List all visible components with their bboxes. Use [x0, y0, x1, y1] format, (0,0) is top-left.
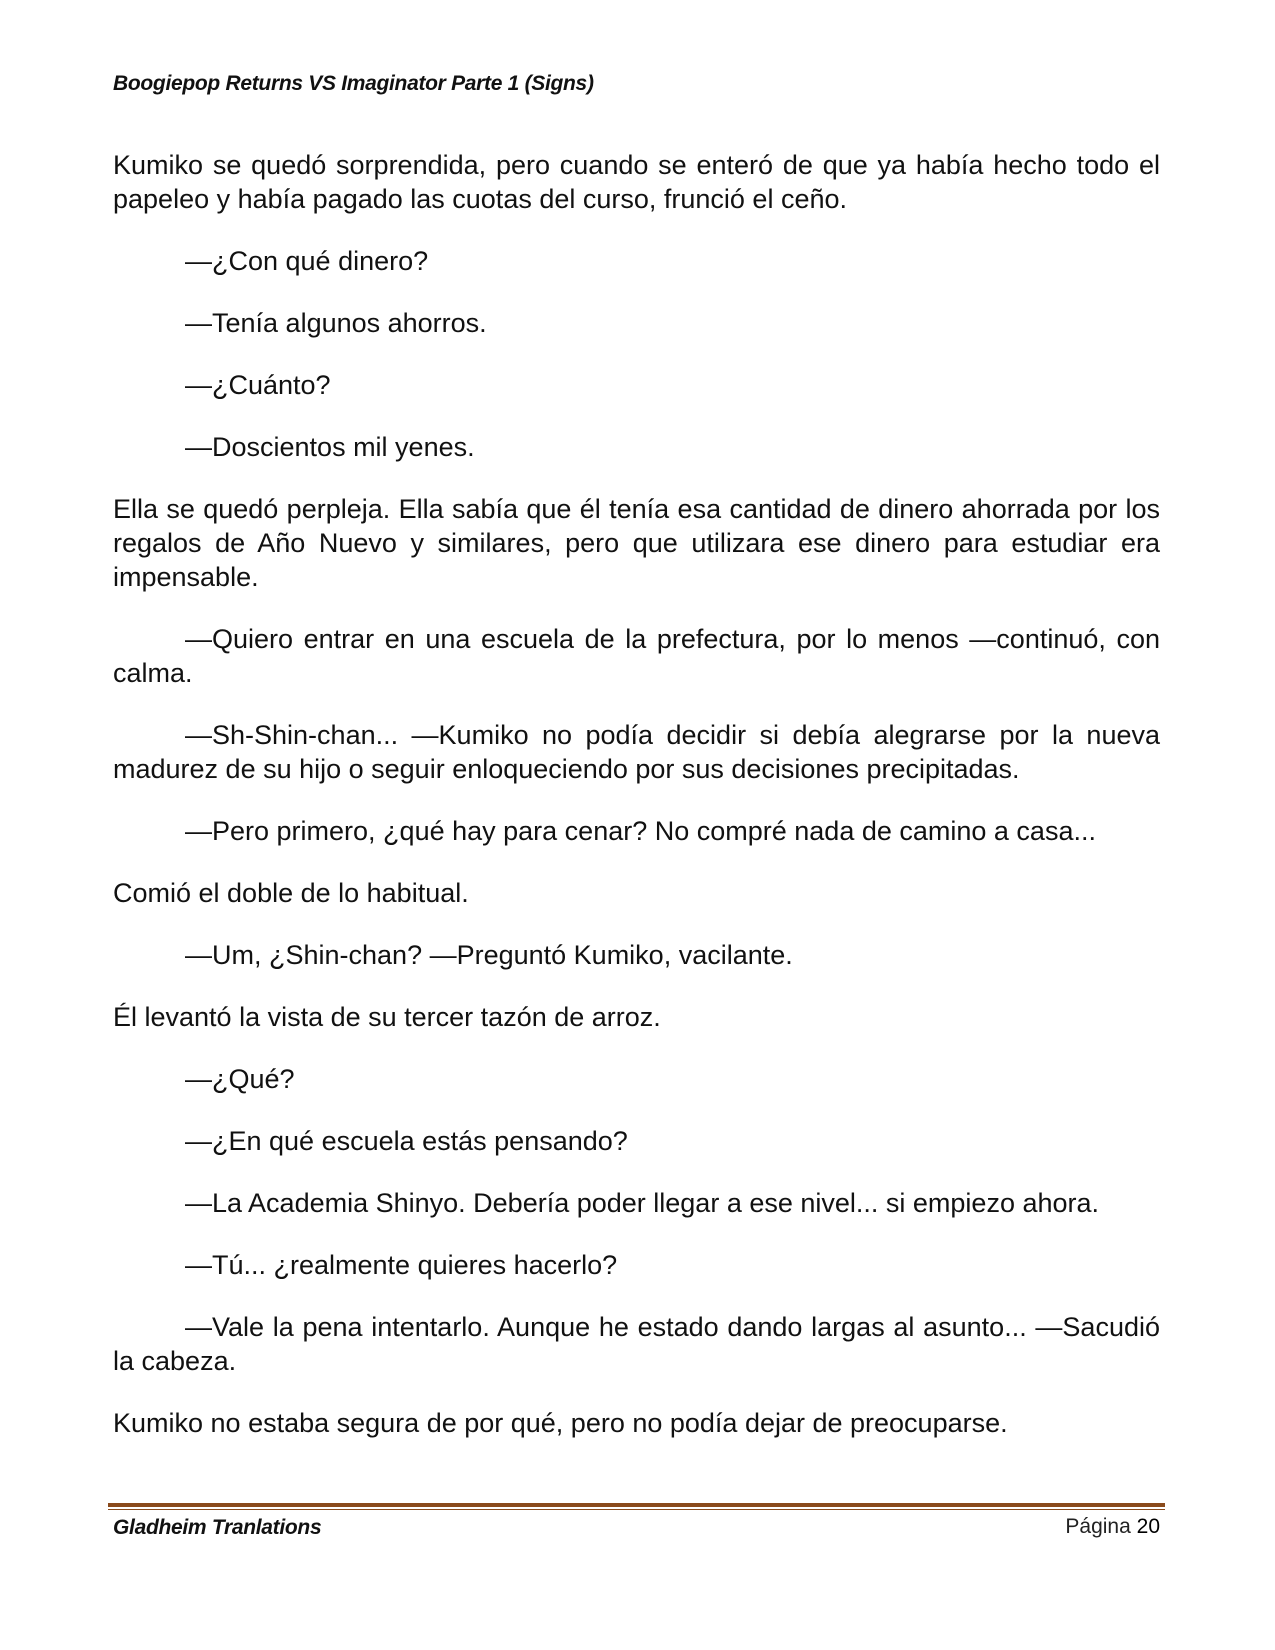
paragraph: —Tenía algunos ahorros.: [185, 308, 487, 338]
page-number-value: 20: [1136, 1515, 1160, 1538]
paragraph: Kumiko se quedó sorprendida, pero cuando se enteró de que ya había hecho todo el papeleo y había pagado las cuotas del curso, frunció el ceño.: [113, 150, 1160, 214]
paragraph: Comió el doble de lo habitual.: [113, 878, 469, 908]
paragraph: —La Academia Shinyo. Debería poder llegar a ese nivel... si empiezo ahora.: [185, 1188, 1100, 1218]
footer-rule-thin: [108, 1509, 1165, 1510]
paragraph: —¿Con qué dinero?: [185, 246, 429, 276]
paragraph: Kumiko no estaba segura de por qué, pero no podía dejar de preocuparse.: [113, 1408, 1008, 1438]
paragraph: —¿En qué escuela estás pensando?: [185, 1126, 628, 1156]
page-header-title: Boogiepop Returns VS Imaginator Parte 1 (Signs): [113, 72, 594, 95]
paragraph: Ella se quedó perpleja. Ella sabía que él tenía esa cantidad de dinero ahorrada por los regalos de Año Nuevo y similares, pero que utilizara ese dinero para estudiar era impensable.: [113, 494, 1160, 592]
paragraph: —Quiero entrar en una escuela de la prefectura, por lo menos —continuó, con calma.: [113, 624, 1160, 688]
footer-rule: [108, 1503, 1165, 1512]
paragraph: —¿Cuánto?: [185, 370, 331, 400]
paragraph: —Doscientos mil yenes.: [185, 432, 475, 462]
paragraph: —Sh-Shin-chan... —Kumiko no podía decidir si debía alegrarse por la nueva madurez de su hijo o seguir enloqueciendo por sus decisiones precipitadas.: [113, 720, 1160, 784]
paragraph: —Vale la pena intentarlo. Aunque he estado dando largas al asunto... —Sacudió la cabeza.: [113, 1312, 1160, 1376]
paragraph: —Um, ¿Shin-chan? —Preguntó Kumiko, vacilante.: [185, 940, 793, 970]
paragraph: —Tú... ¿realmente quieres hacerlo?: [185, 1250, 618, 1280]
body-text: [113, 148, 1160, 1468]
paragraph: Él levantó la vista de su tercer tazón de arroz.: [113, 1002, 661, 1032]
footer-publisher: Gladheim Tranlations: [113, 1516, 322, 1539]
page-number: [1065, 1515, 1160, 1539]
footer-rule-thick: [108, 1503, 1165, 1507]
paragraph: —¿Qué?: [185, 1064, 295, 1094]
page-label: Página: [1065, 1515, 1131, 1538]
paragraph: —Pero primero, ¿qué hay para cenar? No compré nada de camino a casa...: [185, 816, 1096, 846]
